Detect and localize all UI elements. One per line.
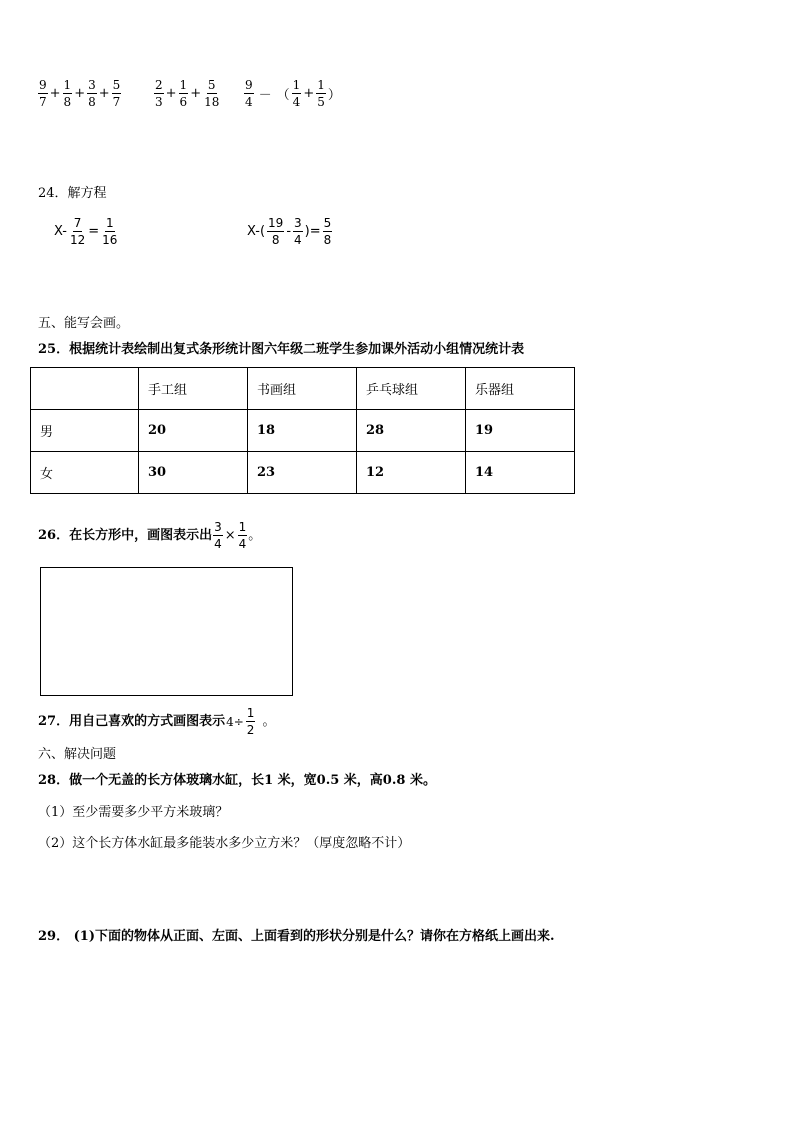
table-row — [31, 452, 575, 494]
section-5-heading: 五、能写会画。 — [38, 316, 130, 331]
table-header-cell: 乒乓球组 — [357, 368, 466, 410]
right-paren: ） — [327, 88, 341, 103]
fraction: $\frac{1}{2}$ — [246, 706, 255, 737]
question-25-title: 25．根据统计表绘制出复式条形统计图六年级二班学生参加课外活动小组情况统计表 — [38, 342, 525, 357]
fraction: $\frac{3}{8}$ — [88, 78, 96, 109]
question-27: 27．用自己喜欢的方式画图表示 4÷ $\frac{1}{2}$ 。 — [38, 706, 276, 737]
table-header-cell: 书画组 — [248, 368, 357, 410]
question-28-title: 28．做一个无盖的长方体玻璃水缸，长1 米，宽0.5 米，高0.8 米。 — [38, 773, 436, 788]
equation-1: X- $\frac{7}{12}$ = $\frac{1}{16}$ — [54, 216, 118, 247]
table-header-cell — [31, 368, 139, 410]
drawing-rectangle[interactable] — [40, 567, 293, 696]
question-24-title: 24．解方程 — [38, 186, 107, 201]
question-26: 26．在长方形中，画图表示出 $\frac{3}{4}$ × $\frac{1}{4}$ 。 — [38, 520, 262, 551]
fraction: $\frac{3}{4}$ — [214, 520, 222, 551]
question-27-text: 27．用自己喜欢的方式画图表示 — [38, 713, 226, 729]
fraction: $\frac{1}{5}$ — [317, 78, 325, 109]
expression-1 — [37, 78, 122, 109]
plus-sign: + — [165, 86, 177, 101]
table-cell: 男 — [31, 410, 139, 452]
question-26-text: 26．在长方形中，画图表示出 — [38, 527, 213, 543]
fraction: $\frac{3}{4}$ — [294, 216, 302, 247]
question-28-sub-2: （2）这个长方体水缸最多能装水多少立方米？（厚度忽略不计） — [38, 836, 411, 851]
equation-2: X-( $\frac{19}{8}$ - $\frac{3}{4}$ )= $\frac{5}{8}$ — [247, 216, 332, 247]
table-cell: 23 — [248, 452, 357, 494]
fraction: $\frac{1}{6}$ — [179, 78, 188, 109]
fraction: $\frac{1}{8}$ — [63, 78, 72, 109]
question-28-sub-1: （1）至少需要多少平方米玻璃？ — [38, 805, 229, 820]
fraction: $\frac{9}{4}$ — [245, 78, 253, 109]
plus-sign: + — [98, 86, 110, 101]
fraction: $\frac{19}{8}$ — [268, 216, 284, 247]
table-header-row — [31, 368, 575, 410]
fraction: $\frac{1}{4}$ — [292, 78, 301, 109]
plus-sign: + — [303, 86, 315, 101]
table-cell: 女 — [31, 452, 139, 494]
equals-sign: = — [88, 224, 100, 239]
section-6-heading: 六、解决问题 — [38, 747, 117, 762]
fraction: $\frac{5}{18}$ — [204, 78, 220, 109]
fraction: $\frac{1}{4}$ — [238, 520, 247, 551]
question-29-title: 29． (1)下面的物体从正面、左面、上面看到的形状分别是什么？请你在方格纸上画出来. — [38, 929, 555, 944]
fraction: $\frac{7}{12}$ — [69, 216, 86, 247]
plus-sign: + — [74, 86, 86, 101]
table-cell: 20 — [139, 410, 248, 452]
expression-3 — [243, 78, 342, 109]
expression-2 — [153, 78, 221, 109]
fraction: $\frac{5}{7}$ — [112, 78, 121, 109]
table-cell: 14 — [466, 452, 575, 494]
table-cell: 30 — [139, 452, 248, 494]
minus-sign: - — [286, 224, 292, 239]
fraction: $\frac{5}{8}$ — [323, 216, 332, 247]
table-header-cell: 乐器组 — [466, 368, 575, 410]
minus-sign: － — [258, 88, 272, 103]
table-row — [31, 410, 575, 452]
fraction: $\frac{1}{16}$ — [102, 216, 118, 247]
plus-sign: + — [49, 86, 61, 101]
statistics-table — [30, 367, 575, 494]
left-paren: （ — [276, 88, 290, 103]
table-cell: 12 — [357, 452, 466, 494]
fraction: $\frac{2}{3}$ — [155, 78, 163, 109]
fraction: $\frac{9}{7}$ — [39, 78, 47, 109]
table-cell: 28 — [357, 410, 466, 452]
table-cell: 19 — [466, 410, 575, 452]
table-header-cell: 手工组 — [139, 368, 248, 410]
plus-sign: + — [190, 86, 202, 101]
times-sign: × — [224, 528, 236, 543]
table-cell: 18 — [248, 410, 357, 452]
